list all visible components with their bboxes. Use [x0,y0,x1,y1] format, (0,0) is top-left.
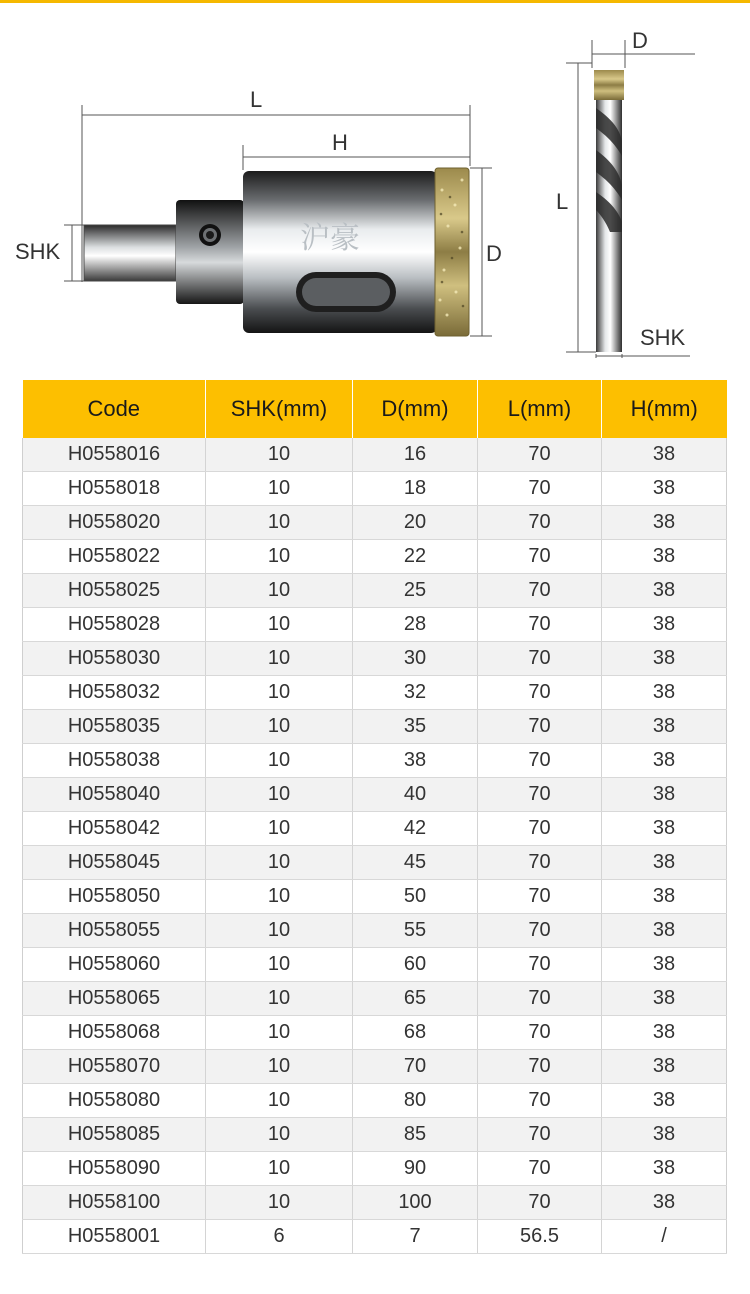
table-cell: 38 [602,812,727,846]
table-cell: 38 [602,676,727,710]
table-cell: 70 [478,914,602,948]
table-row [23,1016,727,1050]
column-header: H(mm) [602,380,727,438]
table-cell: 70 [353,1050,478,1084]
table-cell: H0558032 [23,676,206,710]
table-cell: 38 [602,642,727,676]
table-row [23,880,727,914]
table-cell: 70 [478,1118,602,1152]
watermark-text: 沪豪 [300,221,360,256]
table-cell: 70 [478,812,602,846]
table-cell: 30 [353,642,478,676]
table-cell: 70 [478,846,602,880]
table-cell: 38 [602,1016,727,1050]
table-cell: 10 [206,1084,353,1118]
drill-bit-illustration [594,70,624,352]
table-cell: 70 [478,438,602,472]
table-cell: 38 [602,506,727,540]
table-row [23,710,727,744]
table-row [23,982,727,1016]
dim-label-SHK: SHK [15,239,61,264]
column-header: SHK(mm) [206,380,353,438]
table-cell: 10 [206,812,353,846]
table-cell: 38 [602,846,727,880]
table-cell: 38 [602,914,727,948]
table-cell: 38 [602,1118,727,1152]
table-row [23,1152,727,1186]
table-cell: 70 [478,1084,602,1118]
table-row [23,1186,727,1220]
table-cell: 10 [206,914,353,948]
specification-table [22,380,727,1254]
table-cell: 45 [353,846,478,880]
table-header [23,380,727,438]
table-row [23,744,727,778]
table-cell: H0558018 [23,472,206,506]
table-cell: 70 [478,1186,602,1220]
table-cell: 10 [206,438,353,472]
table-cell: 10 [206,676,353,710]
table-cell: 70 [478,880,602,914]
table-cell: 6 [206,1220,353,1254]
table-cell: 70 [478,574,602,608]
table-cell: 10 [206,1186,353,1220]
table-cell: H0558060 [23,948,206,982]
table-cell: H0558068 [23,1016,206,1050]
table-cell: 100 [353,1186,478,1220]
table-cell: 38 [602,574,727,608]
table-cell: 10 [206,540,353,574]
drill-dim-label-SHK: SHK [640,325,686,350]
table-cell: 68 [353,1016,478,1050]
table-cell: 70 [478,1050,602,1084]
table-cell: 70 [478,710,602,744]
table-cell: / [602,1220,727,1254]
table-row [23,540,727,574]
dim-label-D: D [486,241,502,266]
table-row [23,472,727,506]
table-cell: 85 [353,1118,478,1152]
table-cell: 10 [206,1016,353,1050]
table-cell: 65 [353,982,478,1016]
column-header: Code [23,380,206,438]
table-cell: 70 [478,778,602,812]
table-cell: 10 [206,472,353,506]
table-cell: 10 [206,948,353,982]
table-cell: 38 [602,438,727,472]
table-cell: 10 [206,744,353,778]
table-cell: 38 [602,608,727,642]
table-cell: H0558020 [23,506,206,540]
table-cell: 80 [353,1084,478,1118]
table-cell: H0558035 [23,710,206,744]
table-cell: 18 [353,472,478,506]
table-cell: 70 [478,744,602,778]
table-row [23,676,727,710]
table-cell: 38 [602,472,727,506]
table-cell: 38 [602,710,727,744]
table-row [23,1084,727,1118]
table-cell: H0558001 [23,1220,206,1254]
table-cell: 10 [206,642,353,676]
table-cell: 10 [206,1118,353,1152]
table-row [23,1220,727,1254]
table-cell: 42 [353,812,478,846]
table-cell: 10 [206,506,353,540]
table-cell: 70 [478,540,602,574]
table-cell: H0558025 [23,574,206,608]
table-body [23,438,727,1254]
table-cell: H0558016 [23,438,206,472]
table-cell: 38 [602,948,727,982]
table-cell: H0558100 [23,1186,206,1220]
table-cell: 25 [353,574,478,608]
table-cell: 70 [478,608,602,642]
table-cell: 10 [206,1050,353,1084]
table-cell: H0558040 [23,778,206,812]
table-cell: 55 [353,914,478,948]
table-cell: 10 [206,710,353,744]
table-cell: 10 [206,608,353,642]
table-cell: 10 [206,880,353,914]
table-cell: 70 [478,676,602,710]
table-cell: 38 [602,880,727,914]
table-row [23,642,727,676]
table-row [23,846,727,880]
table-cell: 35 [353,710,478,744]
table-row [23,812,727,846]
table-cell: 40 [353,778,478,812]
table-cell: 38 [602,744,727,778]
table-row [23,574,727,608]
table-cell: 28 [353,608,478,642]
table-cell: 7 [353,1220,478,1254]
hole-saw-illustration [84,168,469,336]
table-cell: H0558028 [23,608,206,642]
table-cell: H0558065 [23,982,206,1016]
table-row [23,506,727,540]
table-row [23,438,727,472]
drill-dim-label-L: L [556,189,569,214]
table-cell: 70 [478,1016,602,1050]
column-header: L(mm) [478,380,602,438]
table-cell: 50 [353,880,478,914]
table-row [23,914,727,948]
table-cell: 38 [602,1152,727,1186]
table-cell: 70 [478,1152,602,1186]
table-cell: H0558045 [23,846,206,880]
drill-dim-label-D: D [632,28,648,53]
table-cell: 38 [353,744,478,778]
table-cell: 38 [602,982,727,1016]
table-cell: H0558070 [23,1050,206,1084]
table-cell: H0558090 [23,1152,206,1186]
table-cell: 10 [206,574,353,608]
table-row [23,608,727,642]
table-cell: 60 [353,948,478,982]
table-cell: H0558080 [23,1084,206,1118]
table-cell: 38 [602,1050,727,1084]
table-cell: 70 [478,948,602,982]
table-cell: 10 [206,982,353,1016]
product-diagram [0,0,750,380]
table-cell: H0558038 [23,744,206,778]
table-cell: H0558042 [23,812,206,846]
table-cell: H0558030 [23,642,206,676]
table-cell: 10 [206,846,353,880]
column-header: D(mm) [353,380,478,438]
table-cell: 32 [353,676,478,710]
table-cell: 10 [206,1152,353,1186]
table-row [23,948,727,982]
table-cell: 38 [602,1186,727,1220]
table-cell: 10 [206,778,353,812]
table-row [23,1050,727,1084]
table-cell: 70 [478,506,602,540]
table-cell: 38 [602,1084,727,1118]
table-cell: 38 [602,778,727,812]
table-row [23,778,727,812]
table-cell: H0558022 [23,540,206,574]
table-cell: 16 [353,438,478,472]
table-cell: H0558055 [23,914,206,948]
drill-bit-dimension-lines [566,40,695,358]
table-cell: 70 [478,982,602,1016]
table-cell: 22 [353,540,478,574]
table-cell: 38 [602,540,727,574]
table-cell: 20 [353,506,478,540]
table-row [23,1118,727,1152]
table-cell: H0558050 [23,880,206,914]
table-cell: H0558085 [23,1118,206,1152]
dim-label-H: H [332,130,348,155]
table-cell: 70 [478,642,602,676]
table-cell: 90 [353,1152,478,1186]
dim-label-L: L [250,87,263,112]
table-cell: 70 [478,472,602,506]
table-cell: 56.5 [478,1220,602,1254]
